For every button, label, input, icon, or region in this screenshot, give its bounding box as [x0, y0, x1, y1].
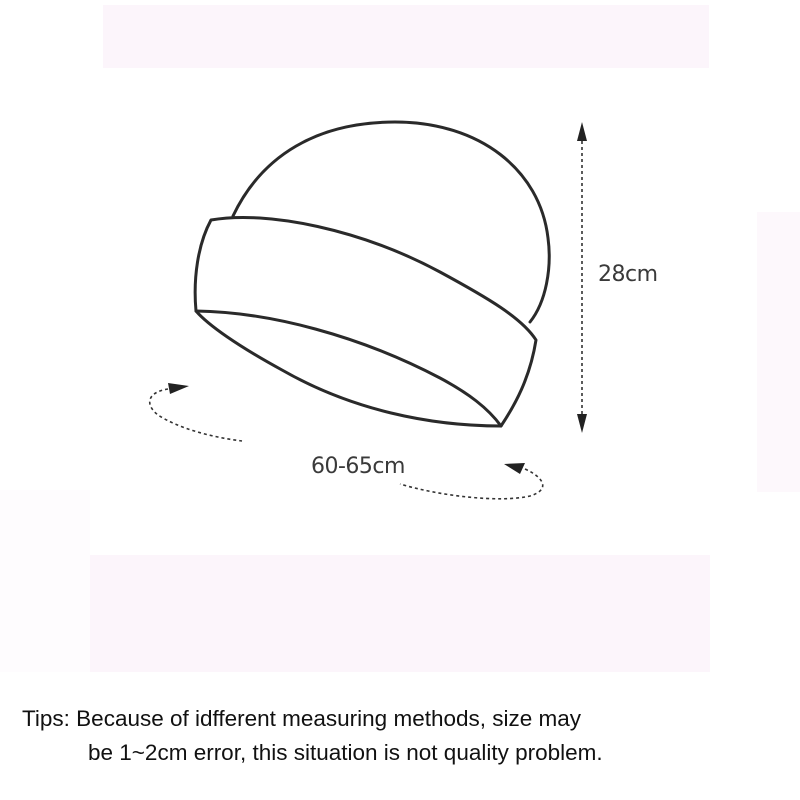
tips-line-1: Tips: Because of idfferent measuring methods, size may [22, 706, 582, 731]
height-measure-arrow [577, 122, 587, 433]
tips-note [22, 702, 792, 770]
tips-line-2: be 1~2cm error, this situation is not quality problem. [88, 740, 603, 765]
hat-crown-outline [233, 122, 549, 322]
circumference-arrow-left [150, 383, 242, 441]
hat-inner-brim-line [196, 311, 501, 426]
height-label: 28cm [598, 262, 658, 287]
circumference-arrow-right [400, 463, 543, 499]
hat-cuff-outline [195, 217, 536, 426]
circumference-label: 60-65cm [311, 454, 405, 479]
